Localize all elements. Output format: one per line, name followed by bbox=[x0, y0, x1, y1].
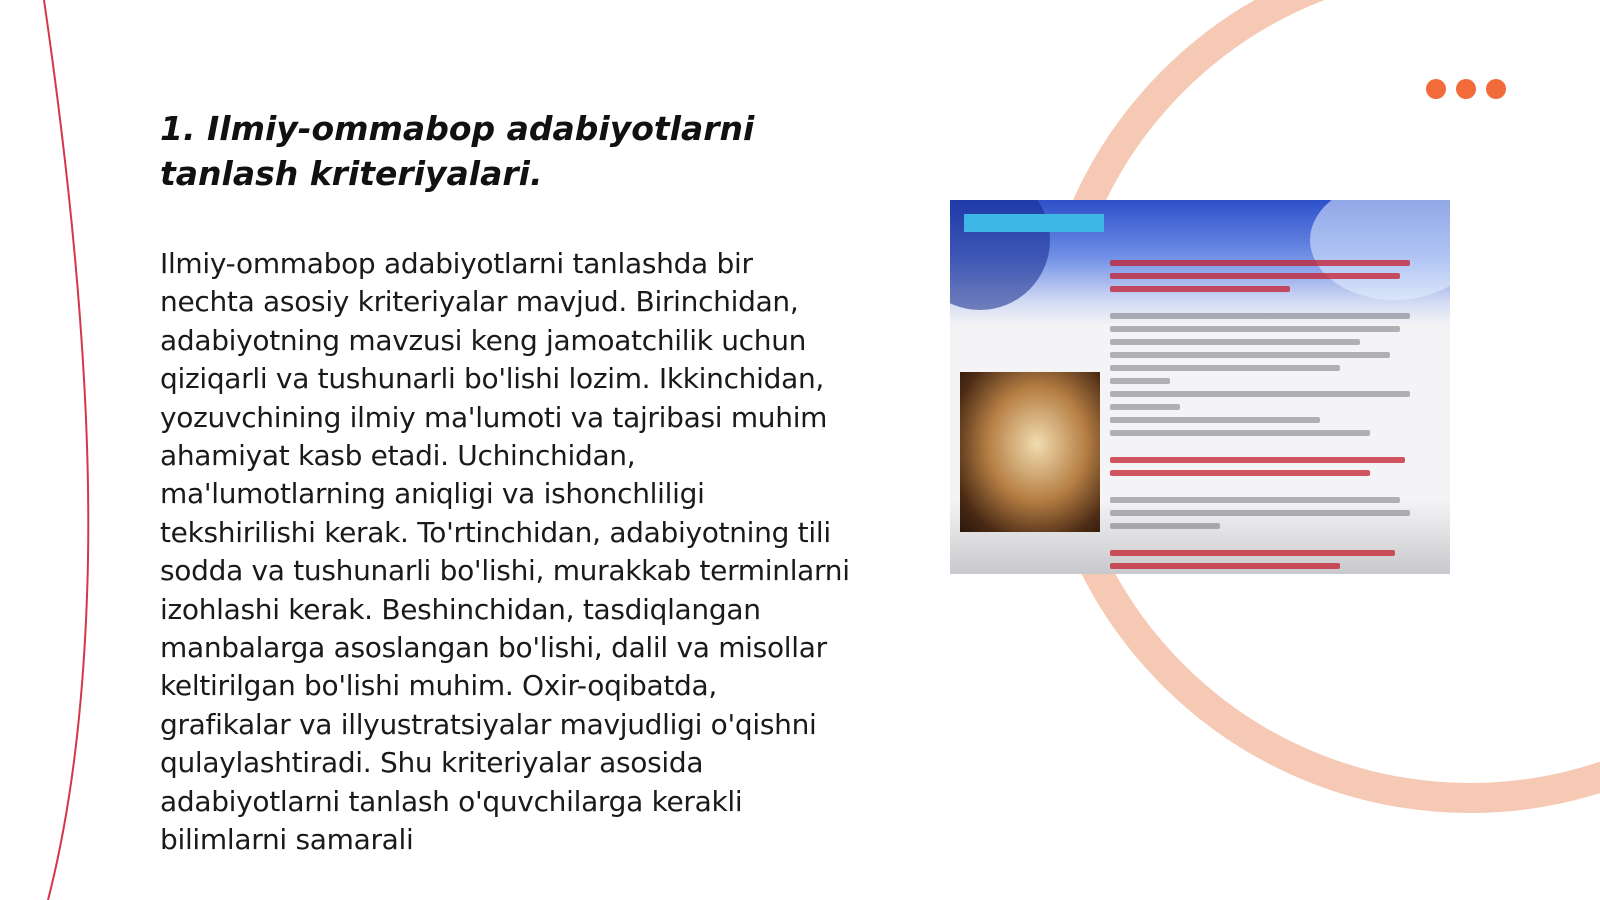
more-options-icon[interactable] bbox=[1426, 79, 1506, 99]
dot-icon bbox=[1426, 79, 1446, 99]
left-accent-line bbox=[44, 0, 88, 900]
slide-title: 1. Ilmiy-ommabop adabiyotlarni tanlash kriteriyalari. bbox=[160, 109, 755, 193]
textbook-page-image bbox=[950, 200, 1450, 574]
dot-icon bbox=[1456, 79, 1476, 99]
open-book-photo bbox=[960, 372, 1100, 532]
slide-body-text: Ilmiy-ommabop adabiyotlarni tanlashda bir nechta asosiy kriteriyalar mavjud. Birinchidan, adabiyotning mavzusi keng jamoatchilik uchun qiziqarli va tushunarli bo'lishi lozim. Ikkinchidan, yozuvchining ilmiy ma'lumoti va tajribasi muhim ahamiyat kasb etadi. Uchinchidan, ma'lumotlarning aniqligi va ishonchliligi tekshirilishi kerak. To'rtinchidan, adabiyotning tili sodda va tushunarli bo'lishi, murakkab terminlarni izohlashi kerak. Beshinchidan, tasdiqlangan manbalarga asoslangan bo'lishi, dalil va misollar keltirilgan bo'lishi muhim. Oxir-oqibatda, grafikalar va illyustratsiyalar mavjudligi o'qishni qulaylashtiradi. Shu kriteriyalar asosida adabiyotlarni tanlash o'quvchilarga kerakli bilimlarni samarali bbox=[160, 247, 850, 857]
dot-icon bbox=[1486, 79, 1506, 99]
image-label-tag bbox=[964, 214, 1104, 232]
image-text-block bbox=[1110, 260, 1430, 574]
